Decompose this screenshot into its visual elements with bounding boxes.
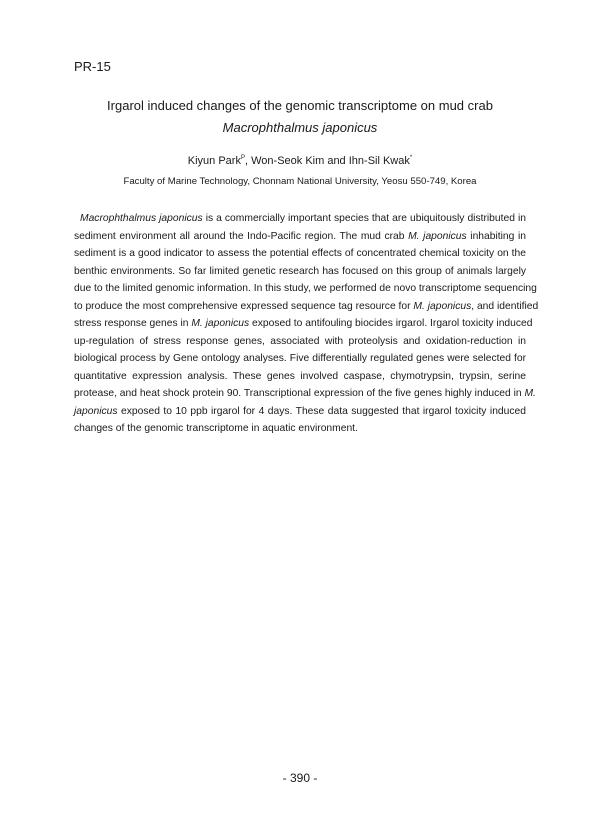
- corresponding-mark: *: [409, 155, 413, 161]
- abstract-line: [74, 298, 539, 316]
- species-name: M.: [524, 388, 536, 399]
- abstract-text: exposed to 10 ppb irgarol for 4 days. These data suggested that irgarol toxicity induced: [117, 405, 526, 417]
- abstract-text: is a commercially important species that are ubiquitously distributed in: [202, 213, 526, 224]
- page-number: - 390 -: [282, 771, 318, 785]
- presenter-mark: P: [240, 155, 245, 161]
- abstract-line: [74, 228, 526, 246]
- abstract-line: up-regulation of stress response genes, associated with proteolysis and oxidation-reduction in: [74, 335, 526, 347]
- abstract-line: changes of the genomic transcriptome in aquatic environment.: [74, 423, 358, 434]
- author-name: Won-Seok Kim: [251, 155, 325, 167]
- abstract-line: sediment is a good indicator to assess the potential effects of concentrated chemical toxicity on the: [74, 248, 526, 259]
- abstract-line: benthic environments. So far limited genetic research has focused on this group of animals largely: [74, 265, 526, 277]
- species-name: M. japonicus: [191, 318, 250, 329]
- abstract-text: protease, and heat shock protein 90. Transcriptional expression of the five genes highly induced in: [74, 388, 525, 399]
- abstract-line: [74, 403, 526, 421]
- abstract-text: , and identified: [471, 300, 539, 312]
- species-name: Macrophthalmus japonicus: [80, 213, 203, 224]
- author-separator: and: [324, 155, 349, 167]
- abstract-line: [74, 315, 533, 333]
- author-name: Ihn-Sil Kwak: [348, 155, 410, 167]
- abstract-line: [74, 385, 536, 403]
- species-name: M. japonicus: [413, 300, 472, 312]
- affiliation: Faculty of Marine Technology, Chonnam National University, Yeosu 550-749, Korea: [123, 176, 477, 187]
- page-code: PR-15: [74, 59, 111, 74]
- abstract-text: exposed to antifouling biocides irgarol. Irgarol toxicity induced: [249, 318, 533, 329]
- abstract-text: to produce the most comprehensive expressed sequence tag resource for: [74, 300, 414, 312]
- paper-title-line-1: Irgarol induced changes of the genomic transcriptome on mud crab: [107, 98, 493, 113]
- paper-title-line-2: Macrophthalmus japonicus: [222, 120, 378, 135]
- abstract-line: [74, 210, 526, 228]
- author-separator: ,: [244, 155, 252, 167]
- abstract-text: inhabiting in: [466, 230, 526, 242]
- abstract-line: due to the limited genomic information. In this study, we performed de novo transcriptome sequencing: [74, 283, 537, 294]
- author-name: Kiyun Park: [187, 155, 241, 167]
- species-name: japonicus: [74, 405, 118, 417]
- abstract-body: [74, 210, 539, 438]
- abstract-text: stress response genes in: [74, 318, 192, 329]
- author-list: [0, 155, 600, 167]
- abstract-line: biological process by Gene ontology analyses. Five differentially regulated genes were selected for: [74, 353, 526, 364]
- species-name: M. japonicus: [408, 230, 467, 242]
- abstract-line: quantitative expression analysis. These genes involved caspase, chymotrypsin, trypsin, serine: [74, 370, 526, 382]
- abstract-text: sediment environment all around the Indo-Pacific region. The mud crab: [74, 230, 409, 242]
